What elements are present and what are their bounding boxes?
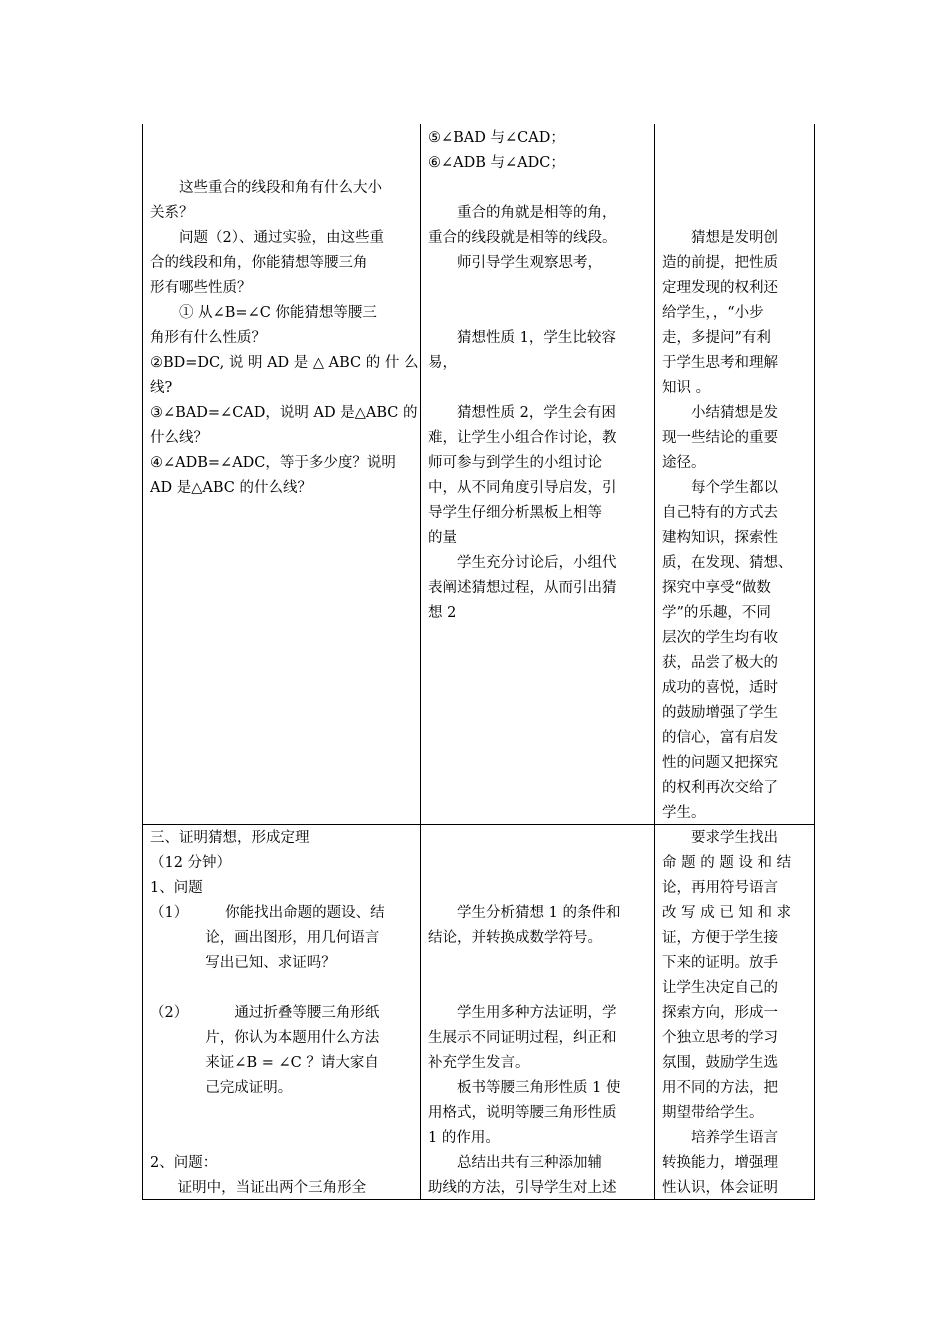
text-line: 重合的角就是相等的角， (457, 205, 617, 221)
text-line: 角形有什么性质？ (150, 330, 266, 346)
text-line (428, 851, 650, 876)
text-line: 表阐述猜想过程，从而引出猜 (428, 580, 617, 596)
text-line: 猜想性质 2，学生会有困 (457, 405, 616, 421)
text-line (150, 1101, 414, 1126)
text-line (428, 826, 650, 851)
text-line: AD 是△ABC 的什么线？ (150, 480, 312, 496)
text-line: 问题（2）、通过实验，由这些重 (179, 230, 384, 246)
text-line: 三、证明猜想，形成定理 (150, 830, 310, 846)
text-line: 助线的方法，引导学生对上述 (428, 1180, 617, 1196)
row2-col3-content (662, 826, 810, 1201)
text-line: 导学生仔细分析黑板上相等 (428, 505, 602, 521)
text-line: 学生用多种方法证明，学 (457, 1005, 617, 1021)
text-line: 命 题 的 题 设 和 结 (662, 855, 792, 871)
text-line: 性认识，体会证明 (662, 1180, 778, 1196)
text-line: 什么线？ (150, 430, 208, 446)
text-line: 途径。 (662, 455, 706, 471)
table-border-left (142, 124, 143, 1200)
text-line: 成功的喜悦，适时 (662, 680, 778, 696)
table-divider-col2 (654, 124, 655, 1200)
text-line: 形有哪些性质？ (150, 280, 252, 296)
text-line: 己完成证明。 (150, 1080, 293, 1096)
text-line: 补充学生发言。 (428, 1055, 530, 1071)
text-line: 师引导学生观察思考， (457, 255, 602, 271)
text-line (428, 951, 650, 976)
text-line (428, 276, 650, 301)
text-line: 猜想性质 1，学生比较容 (457, 330, 616, 346)
text-line: （1） 你能找出命题的题设、结 (150, 905, 385, 921)
text-line: 板书等腰三角形性质 1 使 (457, 1080, 621, 1096)
text-line: 证明中，当证出两个三角形全 (150, 1180, 367, 1196)
row1-col2-top-content (428, 126, 650, 176)
text-line: ④∠ADB=∠ADC，等于多少度？说明 (150, 455, 396, 471)
text-line: ⑤∠BAD 与∠CAD； (428, 130, 565, 146)
text-line: 现一些结论的重要 (662, 430, 778, 446)
text-line: 生展示不同证明过程，纠正和 (428, 1030, 617, 1046)
text-line: ① 从∠B=∠C 你能猜想等腰三 (179, 305, 377, 321)
text-line: 学生分析猜想 1 的条件和 (457, 905, 621, 921)
text-line: 让学生决定自己的 (662, 980, 778, 996)
row2-col1-content (150, 826, 414, 1201)
text-line: ③∠BAD=∠CAD，说明 AD 是△ABC 的 (150, 405, 418, 421)
text-line: 猜想是发明创 (691, 230, 778, 246)
text-line: 造的前提，把性质 (662, 255, 778, 271)
text-line: 期望带给学生。 (662, 1105, 764, 1121)
table-border-right (814, 124, 815, 1200)
text-line: 学生充分讨论后，小组代 (457, 555, 617, 571)
text-line: 获，品尝了极大的 (662, 655, 778, 671)
text-line: 易， (428, 355, 457, 371)
text-line (428, 876, 650, 901)
text-line: 重合的线段就是相等的线段。 (428, 230, 617, 246)
text-line: 小结猜想是发 (691, 405, 778, 421)
text-line: 合的线段和角，你能猜想等腰三角 (150, 255, 368, 271)
text-line: 结论，并转换成数学符号。 (428, 930, 602, 946)
text-line: 下来的证明。放手 (662, 955, 778, 971)
text-line: 每个学生都以 (691, 480, 778, 496)
text-line: 论，再用符号语言 (662, 880, 778, 896)
text-line: 来证∠B = ∠C ？请大家自 (150, 1055, 379, 1071)
text-line (150, 1126, 414, 1151)
text-line: 的鼓励增强了学生 (662, 705, 778, 721)
text-line: （12 分钟） (150, 855, 232, 871)
row1-col2-content (428, 201, 650, 626)
row2-col2-content (428, 826, 650, 1201)
text-line: 的信心，富有启发 (662, 730, 778, 746)
text-line: 总结出共有三种添加辅 (457, 1155, 602, 1171)
text-line: 给学生，，“小步 (662, 305, 764, 321)
text-line: 片，你认为本题用什么方法 (150, 1030, 380, 1046)
text-line: 氛围，鼓励学生选 (662, 1055, 778, 1071)
text-line: 探究中享受“做数 (662, 580, 771, 596)
text-line: 2、问题： (150, 1155, 218, 1171)
text-line: 用格式，说明等腰三角形性质 (428, 1105, 617, 1121)
text-line: 层次的学生均有收 (662, 630, 778, 646)
text-line: 个独立思考的学习 (662, 1030, 778, 1046)
text-line: 性的问题又把探究 (662, 755, 778, 771)
text-line: 的权利再次交给了 (662, 780, 778, 796)
text-line (428, 976, 650, 1001)
text-line: 学”的乐趣，不同 (662, 605, 771, 621)
text-line (428, 301, 650, 326)
text-line: 线? (150, 380, 173, 396)
text-line: 培养学生语言 (691, 1130, 778, 1146)
text-line: 知识 。 (662, 380, 711, 396)
text-line: 学生。 (662, 805, 706, 821)
text-line (428, 376, 650, 401)
text-line: 这些重合的线段和角有什么大小 (179, 180, 382, 196)
text-line: 1 的作用。 (428, 1130, 500, 1146)
text-line: 要求学生找出 (691, 830, 778, 846)
text-line: 用不同的方法，把 (662, 1080, 778, 1096)
text-line: ②BD=DC, 说 明 AD 是 △ ABC 的 什 么 (150, 355, 419, 371)
text-line: 定理发现的权利还 (662, 280, 778, 296)
text-line: 师可参与到学生的小组讨论 (428, 455, 602, 471)
table-divider-col1 (420, 124, 421, 1200)
row1-col1-content (150, 176, 419, 501)
text-line: 质，在发现、猜想、 (662, 555, 793, 571)
text-line: 中，从不同角度引导启发，引 (428, 480, 617, 496)
text-line: 走，多提问”有利 (662, 330, 771, 346)
text-line: 写出已知、求证吗？ (150, 955, 336, 971)
text-line: 探索方向，形成一 (662, 1005, 778, 1021)
text-line: 证，方便于学生接 (662, 930, 778, 946)
text-line: 1、问题 (150, 880, 203, 896)
text-line: 于学生思考和理解 (662, 355, 778, 371)
text-line: 想 2 (428, 605, 457, 621)
text-line: （2） 通过折叠等腰三角形纸 (150, 1005, 380, 1021)
text-line: ⑥∠ADB 与∠ADC； (428, 155, 565, 171)
row1-col3-content (662, 226, 810, 826)
text-line: 转换能力，增强理 (662, 1155, 778, 1171)
text-line: 建构知识，探索性 (662, 530, 778, 546)
text-line: 关系？ (150, 205, 194, 221)
text-line: 自己特有的方式去 (662, 505, 778, 521)
text-line: 论，画出图形，用几何语言 (150, 930, 380, 946)
text-line: 的量 (428, 530, 457, 546)
text-line: 难，让学生小组合作讨论，教 (428, 430, 617, 446)
text-line: 改 写 成 已 知 和 求 (662, 905, 792, 921)
text-line (150, 976, 414, 1001)
